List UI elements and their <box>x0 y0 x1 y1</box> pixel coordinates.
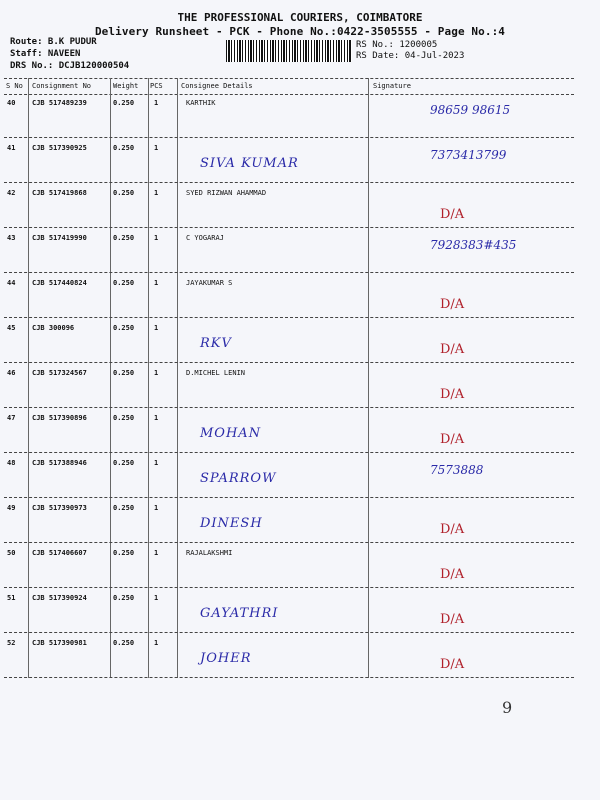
row-consignment-no: CJB 517390925 <box>32 144 87 152</box>
row-handwritten-name: GAYATHRI <box>200 606 279 621</box>
col-header-sno: S No <box>6 82 23 90</box>
handwritten-page-number: 9 <box>502 698 513 717</box>
row-consignment-no: CJB 517440824 <box>32 279 87 287</box>
row-consignee: KARTHIK <box>186 99 216 107</box>
row-signature: 98659 98615 <box>430 103 511 117</box>
drs-number: DRS No.: DCJB120000504 <box>10 61 130 71</box>
row-handwritten-name: RKV <box>200 336 232 351</box>
row-pcs: 1 <box>154 279 159 287</box>
row-da-mark: D/A <box>440 297 465 312</box>
row-da-mark: D/A <box>440 657 465 672</box>
row-weight: 0.250 <box>113 144 135 152</box>
row-pcs: 1 <box>154 369 159 377</box>
row-consignment-no: CJB 517390924 <box>32 594 87 602</box>
row-da-mark: D/A <box>440 342 465 357</box>
row-divider <box>4 542 574 543</box>
row-da-mark: D/A <box>440 387 465 402</box>
row-pcs: 1 <box>154 504 159 512</box>
row-pcs: 1 <box>154 234 159 242</box>
row-sno: 40 <box>7 99 16 107</box>
row-divider <box>4 497 574 498</box>
row-pcs: 1 <box>154 324 159 332</box>
row-sno: 51 <box>7 594 16 602</box>
row-pcs: 1 <box>154 594 159 602</box>
row-weight: 0.250 <box>113 549 135 557</box>
row-weight: 0.250 <box>113 639 135 647</box>
row-consignment-no: CJB 517390973 <box>32 504 87 512</box>
row-divider <box>4 227 574 228</box>
row-divider <box>4 137 574 138</box>
header-rule-top <box>4 78 574 79</box>
row-weight: 0.250 <box>113 99 135 107</box>
header-rule-bottom <box>4 94 574 95</box>
row-sno: 46 <box>7 369 16 377</box>
row-divider <box>4 182 574 183</box>
row-handwritten-name: JOHER <box>200 651 252 666</box>
row-signature: 7573888 <box>430 463 484 477</box>
row-consignment-no: CJB 517489239 <box>32 99 87 107</box>
row-sno: 49 <box>7 504 16 512</box>
col-header-consignee: Consignee Details <box>181 82 253 90</box>
row-handwritten-name: SPARROW <box>200 471 277 486</box>
row-sno: 41 <box>7 144 16 152</box>
col-header-pcs: PCS <box>150 82 163 90</box>
staff-label: Staff: NAVEEN <box>10 49 81 59</box>
row-da-mark: D/A <box>440 567 465 582</box>
col-header-signature: Signature <box>373 82 411 90</box>
row-weight: 0.250 <box>113 459 135 467</box>
row-divider <box>4 677 574 678</box>
row-divider <box>4 452 574 453</box>
row-divider <box>4 362 574 363</box>
rs-date: RS Date: 04-Jul-2023 <box>356 51 465 61</box>
row-divider <box>4 587 574 588</box>
row-consignment-no: CJB 517324567 <box>32 369 87 377</box>
row-sno: 52 <box>7 639 16 647</box>
row-pcs: 1 <box>154 189 159 197</box>
row-sno: 44 <box>7 279 16 287</box>
row-signature: 7928383#435 <box>430 238 517 252</box>
row-sno: 45 <box>7 324 16 332</box>
row-consignment-no: CJB 517390981 <box>32 639 87 647</box>
row-da-mark: D/A <box>440 522 465 537</box>
row-sno: 50 <box>7 549 16 557</box>
company-title: THE PROFESSIONAL COURIERS, COIMBATORE <box>177 11 423 24</box>
row-da-mark: D/A <box>440 432 465 447</box>
row-weight: 0.250 <box>113 324 135 332</box>
row-weight: 0.250 <box>113 369 135 377</box>
row-handwritten-name: MOHAN <box>200 426 262 441</box>
row-consignee: D.MICHEL LENIN <box>186 369 246 377</box>
barcode <box>226 40 352 62</box>
col-header-weight: Weight <box>113 82 139 90</box>
row-weight: 0.250 <box>113 189 135 197</box>
row-consignment-no: CJB 300096 <box>32 324 75 332</box>
row-sno: 48 <box>7 459 16 467</box>
col-header-consignment: Consignment No <box>32 82 92 90</box>
row-pcs: 1 <box>154 144 159 152</box>
row-pcs: 1 <box>154 99 159 107</box>
row-handwritten-name: DINESH <box>200 516 263 531</box>
col-divider <box>110 78 111 678</box>
row-signature: 7373413799 <box>430 148 507 162</box>
row-weight: 0.250 <box>113 504 135 512</box>
row-divider <box>4 632 574 633</box>
col-divider <box>28 78 29 678</box>
col-divider <box>368 78 369 678</box>
row-weight: 0.250 <box>113 594 135 602</box>
row-consignee: RAJALAKSHMI <box>186 549 233 557</box>
row-pcs: 1 <box>154 549 159 557</box>
row-divider <box>4 407 574 408</box>
row-consignee: C YOGARAJ <box>186 234 224 242</box>
row-consignee: SYED RIZWAN AHAMMAD <box>186 189 267 197</box>
row-sno: 42 <box>7 189 16 197</box>
row-sno: 47 <box>7 414 16 422</box>
rs-number: RS No.: 1200005 <box>356 40 438 50</box>
row-divider <box>4 317 574 318</box>
runsheet-title: Delivery Runsheet - PCK - Phone No.:0422-3505555 - Page No.:4 <box>94 25 506 38</box>
row-consignment-no: CJB 517390896 <box>32 414 87 422</box>
row-consignment-no: CJB 517388946 <box>32 459 87 467</box>
row-pcs: 1 <box>154 414 159 422</box>
row-sno: 43 <box>7 234 16 242</box>
row-pcs: 1 <box>154 459 159 467</box>
route-label: Route: B.K PUDUR <box>10 37 97 47</box>
row-handwritten-name: SIVA KUMAR <box>200 156 299 171</box>
row-weight: 0.250 <box>113 234 135 242</box>
row-consignment-no: CJB 517406607 <box>32 549 87 557</box>
row-da-mark: D/A <box>440 612 465 627</box>
row-weight: 0.250 <box>113 279 135 287</box>
row-pcs: 1 <box>154 639 159 647</box>
row-consignment-no: CJB 517419868 <box>32 189 87 197</box>
row-consignment-no: CJB 517419990 <box>32 234 87 242</box>
col-divider <box>177 78 178 678</box>
row-weight: 0.250 <box>113 414 135 422</box>
row-consignee: JAYAKUMAR S <box>186 279 233 287</box>
col-divider <box>148 78 149 678</box>
row-da-mark: D/A <box>440 207 465 222</box>
row-divider <box>4 272 574 273</box>
